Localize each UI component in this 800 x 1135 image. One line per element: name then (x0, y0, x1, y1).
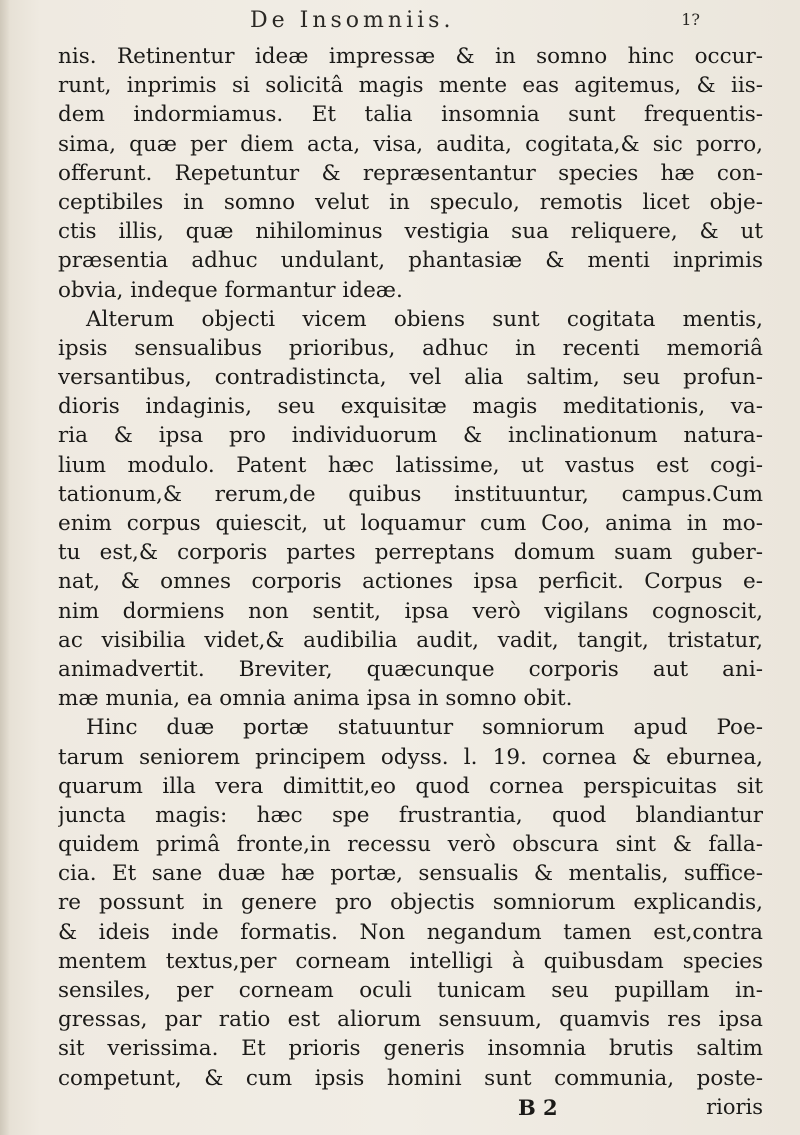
text-line: quidem primâ fronte,in recessu verò obscura sint & falla- (58, 832, 763, 858)
catchword: rioris (706, 1095, 763, 1119)
text-line: Alterum objecti vicem obiens sunt cogitata mentis, (86, 306, 763, 332)
text-line: mæ munia, ea omnia anima ipsa in somno obit. (58, 686, 573, 712)
text-line: gressas, par ratio est aliorum sensuum, quamvis res ipsa (58, 1007, 763, 1033)
text-line: sit verissima. Et prioris generis insomnia brutis saltim (58, 1036, 763, 1062)
text-line: ac visibilia videt,& audibilia audit, vadit, tangit, tristatur, (58, 627, 763, 653)
text-line: competunt, & cum ipsis homini sunt communia, poste- (58, 1065, 763, 1091)
text-line: tarum seniorem principem odyss. l. 19. cornea & eburnea, (58, 744, 763, 770)
text-line: dioris indaginis, seu exquisitæ magis meditationis, va- (58, 394, 763, 420)
text-line: nim dormiens non sentit, ipsa verò vigilans cognoscit, (58, 598, 763, 624)
text-line: re possunt in genere pro objectis somniorum explicandis, (58, 890, 763, 916)
text-line: runt, inprimis si solicitâ magis mente eas agitemus, & iis- (58, 73, 763, 99)
page-number: 1? (681, 10, 700, 29)
text-line: tu est,& corporis partes perreptans domum suam guber- (58, 540, 763, 566)
text-line: præsentia adhuc undulant, phantasiæ & menti inprimis (58, 248, 763, 274)
page-footer (58, 1095, 763, 1125)
text-line: ctis illis, quæ nihilominus vestigia sua reliquere, & ut (58, 219, 763, 245)
running-header (250, 8, 700, 38)
gutter-shadow (0, 0, 10, 1135)
text-line: nat, & omnes corporis actiones ipsa perficit. Corpus e- (58, 569, 763, 595)
text-line: dem indormiamus. Et talia insomnia sunt frequentis- (58, 102, 763, 128)
signature-mark: B 2 (518, 1095, 558, 1120)
text-line: nis. Retinentur ideæ impressæ & in somno hinc occur- (58, 44, 763, 69)
text-line: obvia, indeque formantur ideæ. (58, 277, 403, 303)
text-line: offerunt. Repetuntur & repræsentantur species hæ con- (58, 160, 763, 186)
text-line: ria & ipsa pro individuorum & inclinationum natura- (58, 423, 763, 449)
text-line: ipsis sensualibus prioribus, adhuc in recenti memoriâ (58, 335, 763, 361)
text-line: versantibus, contradistincta, vel alia saltim, seu profun- (58, 365, 763, 391)
text-line: mentem textus,per corneam intelligi à quibusdam species (58, 948, 763, 974)
text-line: ceptibiles in somno velut in speculo, remotis licet obje- (58, 189, 763, 215)
text-line: enim corpus quiescit, ut loquamur cum Coo, anima in mo- (58, 511, 763, 536)
body-text (58, 42, 763, 1093)
text-line: cia. Et sane duæ hæ portæ, sensualis & mentalis, suffice- (58, 861, 763, 887)
text-line: sensiles, per corneam oculi tunicam seu pupillam in- (58, 978, 763, 1003)
text-line: & ideis inde formatis. Non negandum tamen est,contra (58, 919, 763, 945)
text-line: tationum,& rerum,de quibus instituuntur, campus.Cum (58, 481, 763, 507)
text-line: quarum illa vera dimittit,eo quod cornea perspicuitas sit (58, 773, 763, 799)
running-title: De Insomniis. (250, 8, 455, 33)
text-line: sima, quæ per diem acta, visa, audita, cogitata,& sic porro, (58, 131, 763, 157)
text-line: juncta magis: hæc spe frustrantia, quod blandiantur (58, 802, 763, 828)
text-line: Hinc duæ portæ statuuntur somniorum apud Poe- (86, 715, 763, 741)
text-line: lium modulo. Patent hæc latissime, ut vastus est cogi- (58, 452, 763, 478)
text-line: animadvertit. Breviter, quæcunque corporis aut ani- (58, 656, 763, 682)
